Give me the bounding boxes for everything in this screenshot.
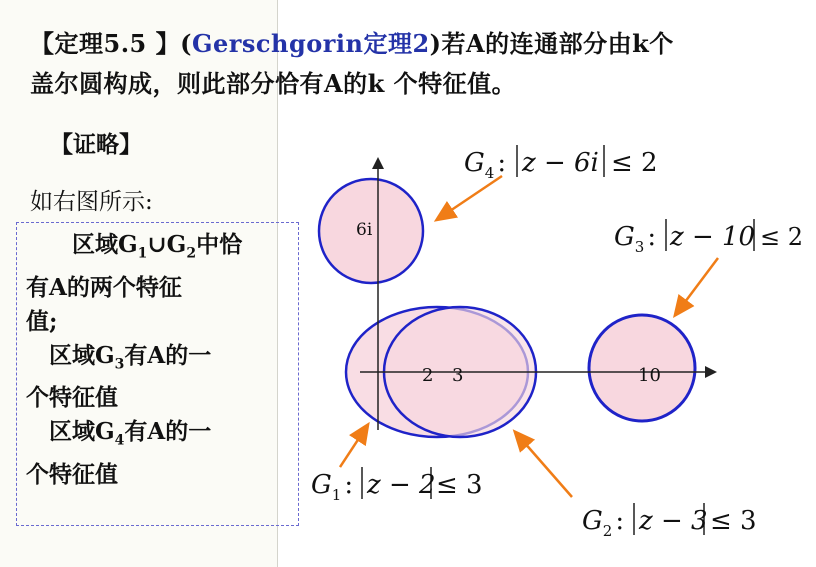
arrow-g2 [516, 433, 572, 497]
explanation-line-7: 个特征值 [26, 460, 118, 488]
paren-close: ) [429, 29, 442, 58]
theorem-line-2: 盖尔圆构成，则此部分恰有A的k 个特征值。 [30, 69, 517, 98]
theorem-line-1-rest: 若A的连通部分由k个 [441, 29, 674, 58]
arrow-g1 [340, 426, 367, 467]
union-text: ∪G [147, 231, 187, 258]
subscript: 3 [114, 356, 125, 373]
explanation-line-5: 个特征值 [26, 384, 118, 412]
explanation-line-2: 有A的两个特征 [26, 273, 182, 301]
svg-text:z − 6i: z − 6i [522, 148, 599, 178]
label-g2 [582, 503, 757, 540]
explanation-line-3: 值; [26, 307, 58, 335]
svg-text:G4:: $G_4$ : [464, 148, 507, 182]
svg-text:≤ 3: ≤ 3 [436, 470, 483, 500]
svg-text:z − 2: z − 2 [367, 470, 436, 500]
label-3: 3 [452, 365, 464, 386]
svg-text:≤ 2: ≤ 2 [760, 223, 804, 251]
label-g1 [311, 467, 483, 504]
region-text: 区域G [49, 418, 115, 446]
as-shown-label: 如右图所示: [30, 189, 153, 215]
theorem-number: 【定理5.5 】 [30, 29, 181, 58]
label-g3 [614, 219, 803, 256]
proof-label: 【证略】 [50, 131, 142, 158]
label-g4 [464, 145, 658, 182]
region-text: 中恰 [196, 231, 243, 258]
svg-text:z − 3: z − 3 [639, 506, 708, 536]
arrow-g3 [676, 258, 718, 314]
svg-text:G3:: $G_3$ : [614, 222, 657, 256]
label-6i: 6i [356, 220, 373, 240]
svg-text:G2:: $G_2$ : [582, 506, 625, 540]
label-2: 2 [422, 365, 434, 386]
label-10: 10 [638, 365, 661, 386]
subscript: 1 [137, 245, 148, 262]
subscript: 4 [114, 432, 125, 449]
subscript: 2 [186, 245, 197, 262]
paren-open: ( [180, 29, 192, 58]
region-text: 区域G [72, 231, 138, 258]
theorem-name: Gerschgorin定理2 [191, 29, 430, 58]
region-text: 区域G [49, 341, 115, 369]
region-text: 有A的一 [124, 418, 212, 446]
svg-text:G1:: $G_1$ : [311, 470, 354, 504]
svg-text:≤ 2: ≤ 2 [611, 148, 658, 178]
svg-text:z − 10: z − 10 [670, 222, 756, 252]
region-text: 有A的一 [124, 341, 212, 369]
arrow-g4 [438, 176, 502, 219]
svg-text:≤ 3: ≤ 3 [710, 506, 757, 536]
